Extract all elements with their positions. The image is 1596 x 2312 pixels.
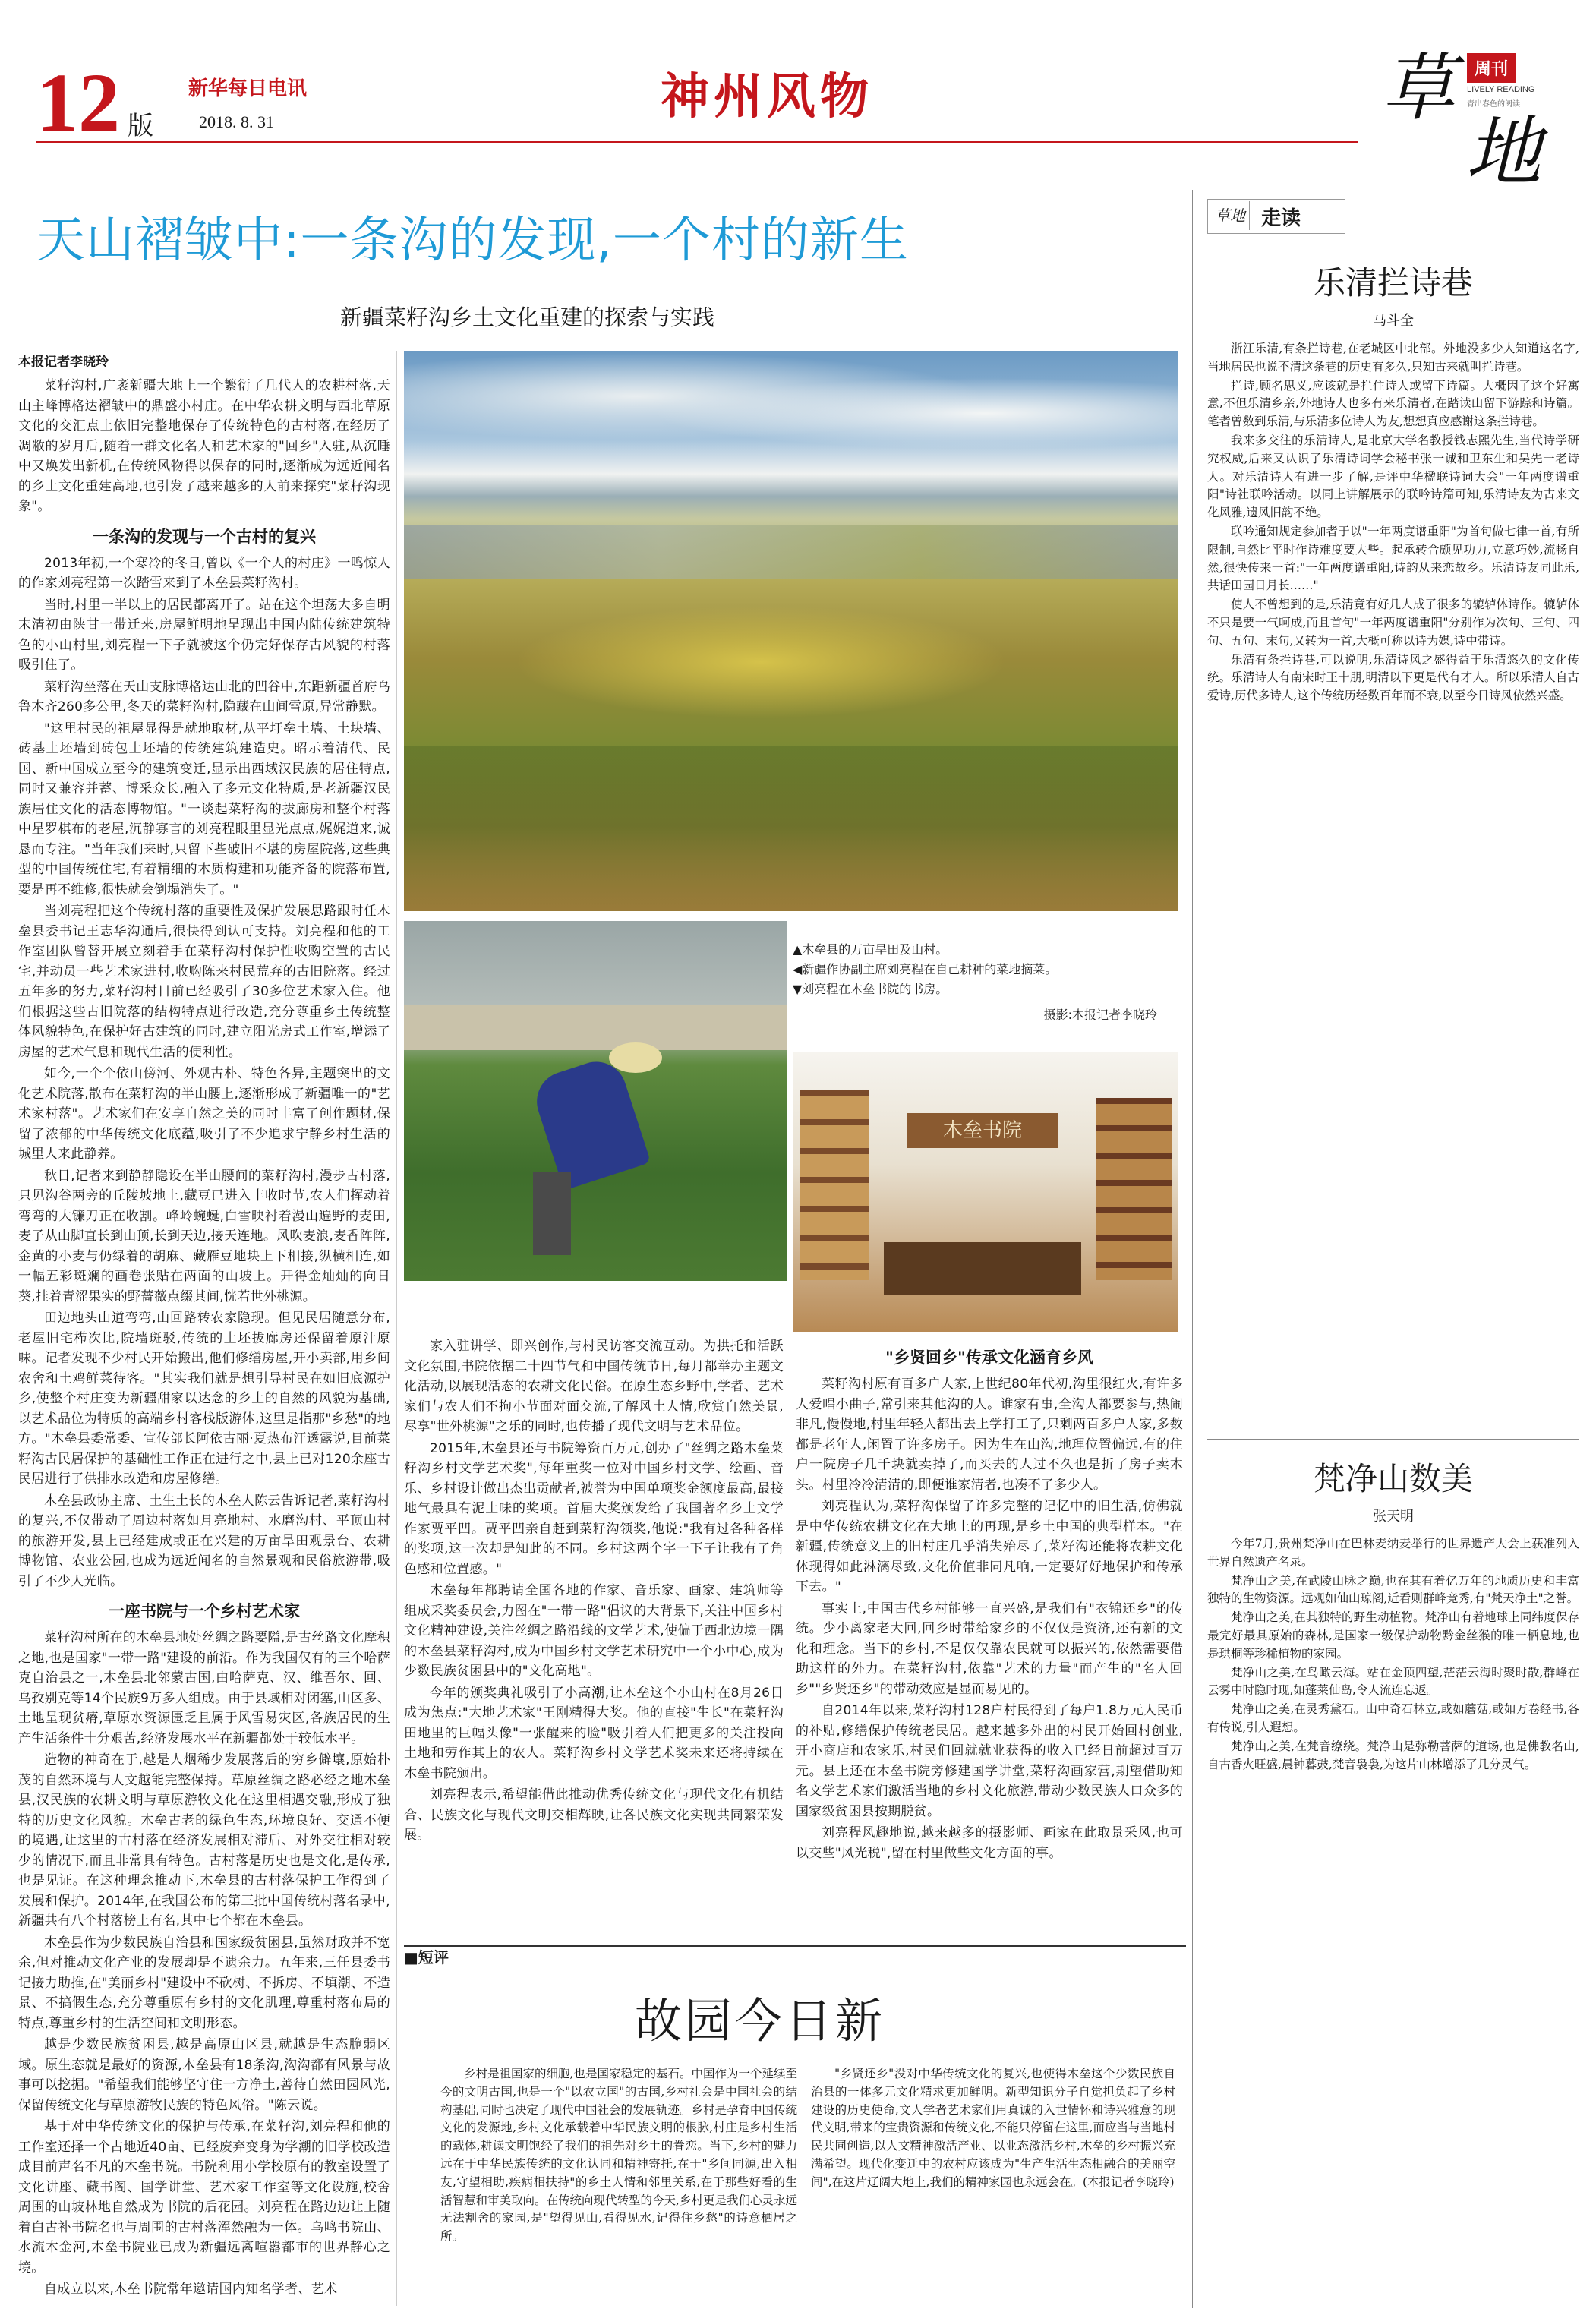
- paragraph: 梵净山之美,在其独特的野生动植物。梵净山有着地球上同纬度保存最完好最具原始的森林,是国家一级保护动物黔金丝猴的唯一栖息地,也是珙桐等珍稀植物的家园。: [1207, 1610, 1579, 1661]
- paragraph: 我来多交往的乐清诗人,是北京大学名教授钱志熙先生,当代诗学研究权威,后来又认识了乐清诗词学会秘书张一诚和卫东生和吴先一老诗人。对乐清诗人有进一步了解,是评中华楹联诗词大会"一年两度谱重阳"诗社联吟活动。以同上讲解展示的联吟诗篇可知,乐清诗友为古来文化风雅,遗风旧韵不绝。: [1207, 433, 1579, 520]
- brand-tag: 青出春色的阅读: [1467, 100, 1520, 109]
- article-headline: 天山褶皱中:一条沟的发现,一个村的新生: [36, 213, 909, 269]
- caption-line: ▲木垒县的万亩旱田及山村。: [793, 942, 948, 957]
- short-review-right: [811, 2065, 1175, 2305]
- masthead-rule: [36, 141, 1358, 143]
- sidebar-article-author: 马斗全: [1373, 313, 1414, 329]
- paragraph: 越是少数民族贫困县,越是高原山区县,就越是生态脆弱区域。原生态就是最好的资源,木垒县有18条沟,沟沟都有风景与故事可以挖掘。"希望我们能够坚守住一方净土,善待自然田园风光,保留传统文化与草原游牧民族的特色风俗。"陈云说。: [18, 2037, 390, 2113]
- section-heading: "乡贤回乡"传承文化涵育乡风: [885, 1348, 1093, 1367]
- paragraph: 刘亮程认为,菜籽沟保留了许多完整的记忆中的旧生活,仿佛就是中华传统农耕文化在大地上的再现,是乡土中国的典型样本。"在新疆,传统意义上的旧村庄几乎消失殆尽了,菜籽沟还能将农耕文化体现得如此淋漓尽致,文化价值非同凡响,一定要好好地保护和传承下去。": [796, 1499, 1183, 1594]
- paragraph: "乡贤还乡"没对中华传统文化的复兴,也使得木垒这个少数民族自治县的一体多元文化精求更加鲜明。新型知识分子自觉担负起了乡村建设的历史使命,文人学者艺术家们用真诚的入世情怀和诗兴雅意的现代文明,带来的宝贵资源和传统文化,不能只停留在这里,而应当与当地村民共同创造,以人文精神激活产业、以业态激活乡村,木垒的乡村振兴充满希望。现代化变迁中的农村应该成为"生产生活生态相融合的美丽空间",在这片辽阔大地上,我们的精神家园也永远会在。(本报记者李晓玲): [811, 2067, 1175, 2189]
- sidebar-article-title: 乐清拦诗巷: [1313, 264, 1473, 301]
- paragraph: "这里村民的祖屋显得是就地取材,从平圩垒土墙、土块墙、砖基土坯墙到砖包土坯墙的传统建筑建造史。昭示着清代、民国、新中国成立至今的建筑变迁,显示出西域汉民族的居住特点,同时又兼容并蓄、博采众长,融入了多元文化特质,是老新疆汉民族居住文化的活态博物馆。"一谈起菜籽沟的拔廊房和整个村落中星罗棋布的老屋,沉静寡言的刘亮程眼里显光点点,娓娓道来,诚恳而专注。"当年我们来时,只留下些破旧不堪的房屋院落,这些典型的中国传统住宅,有着精细的木质构建和功能齐备的院落布置,要是再不维修,很快就会倒塌消失了。": [18, 721, 390, 897]
- paragraph: 事实上,中国古代乡村能够一直兴盛,是我们有"衣锦还乡"的传统。少小离家老大回,回乡时带给家乡的不仅仅是资济,还有新的文化和理念。当下的乡村,不是仅仅靠农民就可以振兴的,依然需要借助这样的外力。在菜籽沟村,依靠"艺术的力量"而产生的"名人回乡""乡贤还乡"的带动效应是显而易见的。: [796, 1601, 1183, 1697]
- brand-char-2: 地: [1465, 108, 1541, 197]
- paragraph: 乐清有条拦诗巷,可以说明,乐清诗风之盛得益于乐清悠久的文化传统。乐清诗人有南宋时王十朋,明清以下更是代有才人。所以乐清人自古爱诗,历代多诗人,这个传统历经数百年而不衰,以至今日诗风依然兴盛。: [1207, 652, 1579, 703]
- caption-line: ◀新疆作协副主席刘亮程在自己耕种的菜地摘菜。: [793, 962, 1058, 976]
- study-sign: 木垒书院: [907, 1113, 1058, 1148]
- page-suffix: 版: [128, 111, 153, 141]
- paragraph: 木垒县作为少数民族自治县和国家级贫困县,虽然财政并不宽余,但对推动文化产业的发展却是不遗余力。五年来,三任县委书记接力助推,在"美丽乡村"建设中不砍树、不拆房、不填潮、不造景、不搞假生态,充分尊重原有乡村的文化肌理,尊重村落布局的特点,尊重乡村的生活空间和文明形态。: [18, 1935, 390, 2031]
- paragraph: 菜籽沟村所在的木垒县地处丝绸之路要隘,是古丝路文化摩积之地,也是国家"一带一路"建设的前沿。作为我国仅有的三个哈萨克自治县之一,木垒县北邻蒙古国,由哈萨克、汉、维吾尔、回、乌孜别克等14个民族9万多人组成。由于县域相对闭塞,山区多、土地呈现贫瘠,草原水资源匮乏且属于风雪易灾区,各族居民的生产生活条件十分艰苦,经济发展水平在新疆都处于较低水平。: [18, 1630, 390, 1746]
- brand-char-1: 草: [1382, 46, 1455, 131]
- paragraph: 联吟通知规定参加者于以"一年两度谱重阳"为首句做七律一首,有所限制,自然比平时作诗难度要大些。起承转合颇见功力,立意巧妙,流畅自然,很快传来一首:"一年两度谱重阳,诗韵从来恋故乡。乐清诗友同此乐,共话田园日月长……": [1207, 524, 1579, 593]
- bookshelf-right: [1096, 1098, 1172, 1280]
- section-heading: 一条沟的发现与一个古村的复兴: [93, 527, 316, 546]
- paragraph: 梵净山之美,在梵音缭绕。梵净山是弥勒菩萨的道场,也是佛教名山,自古香火旺盛,晨钟暮鼓,梵音袅袅,为这片山林增添了几分灵气。: [1207, 1739, 1579, 1771]
- paragraph: 刘亮程表示,希望能借此推动优秀传统文化与现代文化有机结合、民族文化与现代文明交相辉映,让各民族文化实现共同繁荣发展。: [404, 1787, 784, 1843]
- brand-logo: [1374, 30, 1572, 197]
- desk: [884, 1242, 1081, 1295]
- paragraph: 基于对中华传统文化的保护与传承,在菜籽沟,刘亮程和他的工作室还择一个占地近40亩、已经废弃变身为学潮的旧学校改造成目前声名不凡的木垒书院。书院利用小学校原有的教室设置了文化讲座、藏书阁、国学讲堂、艺术家工作室等文化设施,校舍周围的山坡林地自然成为书院的后花园。刘亮程在路边边让上随着白古补书院名也与周围的古村落浑然融为一体。乌鸣书院山、水流木金河,木垒书院业已成为新疆远离喧嚣都市的世界静心之境。: [18, 2119, 390, 2276]
- paragraph: 当时,村里一半以上的居民都离开了。站在这个坦荡大多自明末清初由陕甘一带迁来,房屋鲜明地呈现出中国内陆传统建筑特色的小山村里,刘亮程一下子就被这个仍完好保存古风貌的村落吸引住了。: [18, 597, 390, 673]
- sidebar-divider: [1192, 190, 1193, 2308]
- paragraph: 如今,一个个依山傍河、外观古朴、特色各异,主题突出的文化艺术院落,散布在菜籽沟的半山腰上,逐渐形成了新疆唯一的"艺术家村落"。艺术家们在安享自然之美的同时丰富了创作题材,保留了浓郁的中华传统文化底蕴,吸引了不少追求宁静乡村生活的城里人来此静养。: [18, 1066, 390, 1162]
- study-photo: [793, 1052, 1178, 1332]
- paragraph: 木垒县政协主席、土生土长的木垒人陈云告诉记者,菜籽沟村的复兴,不仅带动了周边村落如月亮地村、水磨沟村、平顶山村的旅游开发,县上已经建成或正在兴建的万亩旱田观景台、农耕博物馆、农业公园,也成为远近闻名的自然景观和民俗旅游带,吸引了不少人光临。: [18, 1493, 390, 1589]
- section-title: 神州风物: [661, 68, 873, 125]
- foreground-field: [404, 746, 1178, 911]
- paragraph: 使人不曾想到的是,乐清竟有好几人成了很多的辘轳体诗作。辘轳体不只是要一气呵成,而且首句"一年两度谱重阳"分别作为次句、三句、四句、五句、末句,又转为一首,大概可称以诗为媒,诗中带诗。: [1207, 598, 1579, 648]
- paragraph: 2015年,木垒县还与书院筹资百万元,创办了"丝绸之路木垒菜籽沟乡村文学艺术奖",每年重奖一位对中国乡村文学、绘画、音乐、乡村设计做出杰出贡献者,被誉为中国单项奖金额度最高,最接地气最具有泥土味的奖项。首届大奖颁发给了我国著名乡土文学作家贾平凹。贾平凹亲自赶到菜籽沟领奖,他说:"我有过各种各样的奖项,这一次却是知此的不同。乡村这两个字一下子让我有了角色感和位置感。": [404, 1440, 784, 1577]
- sidebar-article-divider: [1207, 1439, 1579, 1440]
- sidebar-article-1-body: [1207, 340, 1579, 1411]
- farmer-legs: [533, 1172, 571, 1255]
- brand-badge: 周刊: [1467, 53, 1516, 83]
- paragraph: 菜籽沟村原有百多户人家,上世纪80年代初,沟里很红火,有许多人爱唱小曲子,常引来其他沟的人。谁家有事,全沟人都要参与,热闹非凡,慢慢地,村里年轻人都出去上学打工了,只剩两百多户人家,多数都是老年人,闲置了许多房子。因为生在山沟,地理位置偏远,有的住户一院房子几千块就卖掉了,而买去的人过不久也是折了房子卖木头。村里冷冷清清的,即便谁家清者,也凑不了多少人。: [796, 1377, 1183, 1493]
- bookshelf-left: [800, 1090, 869, 1280]
- article-column-1: [18, 351, 390, 2306]
- paragraph: 梵净山之美,在鸟瞰云海。站在金顶四望,茫茫云海时聚时散,群峰在云雾中时隐时现,如蓬莱仙岛,令人流连忘返。: [1207, 1665, 1579, 1698]
- paragraph: 菜籽沟坐落在天山支脉博格达山北的凹谷中,东距新疆首府乌鲁木齐260多公里,冬天的菜籽沟村,隐藏在山间雪原,异常静默。: [18, 679, 390, 714]
- brand-en: LIVELY READING: [1467, 85, 1535, 94]
- sidebar-article-2-body: [1207, 1535, 1579, 2302]
- paragraph: 当刘亮程把这个传统村落的重要性及保护发展思路跟时任木垒县委书记王志华沟通后,很快得到认可支持。刘亮程和他的工作室团队曾替开展立刻着手在菜籽沟村保护性收购空置的古民宅,并动员一些艺术家进村,收购陈来村民荒弃的古旧院落。经过五年多的努力,菜籽沟村目前已经吸引了30多位艺术家入住。他们根据这些古旧院落的结构特点进行改造,充分尊重乡土传统整体风貌特色,在保护好古建筑的同时,建立阳光房式工作室,增添了房屋的艺术气息和现代生活的便利性。: [18, 904, 390, 1060]
- paragraph: 自成立以来,木垒书院常年邀请国内知名学者、艺术: [44, 2282, 338, 2297]
- paragraph: 造物的神奇在于,越是人烟稀少发展落后的穷乡僻壤,原始朴茂的自然环境与人文越能完整保持。草原丝绸之路必经之地木垒县,汉民族的农耕文明与草原游牧文化在这里相遇交融,形成了独特的历史文化风貌。木垒古老的绿色生态,环境良好、交通不便的境遇,让这里的古村落在经济发展相对滞后、对外交往相对较少的情况下,而且非常具有特色。古村落是历史也是文化,是传承,也是见证。在这种理念推动下,木垒县的古村落保护工作得到了发展和保护。2014年,在我国公布的第三批中国传统村落名录中,新疆共有八个村落榜上有名,其中七个都在木垒县。: [18, 1752, 390, 1929]
- sidebar-brand: 草地: [1211, 201, 1250, 230]
- paragraph: 秋日,记者来到静静隐设在半山腰间的菜籽沟村,漫步古村落,只见沟谷两旁的丘陵坡地上,藏豆已进入丰收时节,农人们挥动着弯弯的大镰刀正在收割。峰岭蜿蜒,白雪映衬着漫山遍野的麦田,麦子从山脚直长到山顶,长到天边,接天连地。风吹麦浪,麦香阵阵,金黄的小麦与仍绿着的胡麻、藏雁豆地块上下相接,纵横相连,如一幅五彩斑斓的画卷张贴在两面的山坡上。开得金灿灿的向日葵,挂着青涩果实的野薔薇点缀其间,恍若世外桃源。: [18, 1168, 390, 1304]
- paragraph: 田边地头山道弯弯,山回路转农家隐现。但见民居随意分布,老屋旧宅栉次比,院墙斑驳,传统的土坯拔廊房还保留着原汁原味。记者发现不少村民开始搬出,他们修缮房屋,开小卖部,用乡间农舍和土鸡鲜菜待客。"其实我们就是想引导村民在如旧底源护乡,使整个村庄变为新疆甜家以达念的乡土的自然的风貌为基础,以艺术品位为特质的高端乡村客栈版游体,这里是指那"乡愁"的地方。"木垒县委常委、宣传部长阿依古丽·夏热布汗透露说,目前菜籽沟古民居保护的基础性工作正在进行之中,县上已对120余座古民居进行了供排水改造和房屋修缮。: [18, 1311, 390, 1487]
- garden-photo: [404, 921, 787, 1281]
- sidebar-tag: 走读: [1261, 207, 1301, 230]
- clouds: [404, 351, 1178, 465]
- landscape-photo: [404, 351, 1178, 911]
- farmer-hat: [609, 1042, 662, 1073]
- paragraph: 木垒每年都聘请全国各地的作家、音乐家、画家、建筑师等组成采奖委员会,力图在"一带一路"倡议的大背景下,关注中国乡村文化精神建设,关注丝绸之路沿线的文学艺术,使偏于西北边境一隅的木垒县菜籽沟村,成为中国乡村文学艺术研究中一个小中心,成为少数民族贫困县中的"文化高地"。: [404, 1583, 784, 1679]
- distant-hills: [404, 525, 1178, 579]
- article-subtitle: 新疆菜籽沟乡土文化重建的探索与实践: [340, 304, 715, 330]
- short-review-title: 故园今日新: [635, 1993, 886, 2049]
- sidebar-article-author: 张天明: [1373, 1509, 1414, 1525]
- section-heading: 一座书院与一个乡村艺术家: [109, 1602, 300, 1620]
- garden-wall: [404, 1005, 787, 1050]
- paragraph: 今年的颁奖典礼吸引了小高潮,让木垒这个小山村在8月26日成为焦点:"大地艺术家"王刚精得大奖。他的直接"生长"在菜籽沟田地里的巨幅头像"一张醒来的脸"吸引着人们把更多的关注投向土地和劳作其上的农人。菜籽沟乡村文学艺术奖未来还将持续在木垒书院颁出。: [404, 1685, 784, 1781]
- photo-credit: 摄影:本报记者李晓玲: [1043, 1008, 1157, 1022]
- paragraph: 菜籽沟村,广袤新疆大地上一个繁衍了几代人的农耕村落,天山主峰博格达褶皱中的鼎盛小村庄。在中华农耕文明与西北草原文化的交汇点上依旧完整地保存了传统特色的古村落,在经历了凋敝的岁月后,随着一群文化名人和艺术家的"回乡"入驻,从沉睡中又焕发出新机,在传统风物得以保存的同时,逐渐成为远近闻名的乡土文化重建高地,也引发了越来越多的人前来探究"菜籽沟现象"。: [18, 378, 390, 514]
- paper-name: 新华每日电讯: [188, 77, 308, 100]
- sidebar-article-title: 梵净山数美: [1313, 1460, 1473, 1497]
- paragraph: 今年7月,贵州梵净山在巴林麦纳麦举行的世界遗产大会上获准列入世界自然遗产名录。: [1207, 1537, 1579, 1569]
- sidebar-tag-box: [1207, 199, 1345, 234]
- article-column-2: [404, 1336, 784, 1936]
- paragraph: 拦诗,顾名思义,应该就是拦住诗人或留下诗篇。大概因了这个好寓意,不但乐清乡亲,外地诗人也多有来乐清者,在踏读山留下游踪和诗篇。笔者曾数到乐清,与乐清多位诗人为友,想想真应感谢这条拦诗巷。: [1207, 378, 1579, 429]
- paragraph: 2013年初,一个寒冷的冬日,曾以《一个人的村庄》一鸣惊人的作家刘亮程第一次踏雪来到了木垒县菜籽沟村。: [18, 555, 390, 591]
- issue-date: 2018. 8. 31: [199, 112, 274, 131]
- farmer-figure: [529, 1054, 651, 1191]
- byline: 本报记者李晓玲: [18, 355, 109, 370]
- rapeseed-field: [495, 601, 1027, 723]
- paragraph: 梵净山之美,在武陵山脉之巅,也在其有着亿万年的地质历史和丰富独特的生物资源。远观如仙山琼阁,近看则群峰竞秀,有"梵天净土"之誉。: [1207, 1573, 1579, 1606]
- short-review-left: [440, 2065, 797, 2305]
- short-review-label: ■短评: [404, 1948, 449, 1967]
- paragraph: 刘亮程风趣地说,越来越多的摄影师、画家在此取景采风,也可以交些"风光税",留在村里做些文化方面的事。: [796, 1825, 1183, 1861]
- short-review-rule: [404, 1945, 1186, 1947]
- photo-captions: [793, 940, 1188, 1025]
- column-divider: [396, 351, 397, 2306]
- paragraph: 乡村是祖国家的细胞,也是国家稳定的基石。中国作为一个延续至今的文明古国,也是一个"以农立国"的古国,乡村社会是中国社会的结构基础,同时也决定了现代中国社会的发展轨迹。乡村是孕育中国传统文化的发源地,乡村文化承载着中华民族文明的根脉,村庄是乡村生活的载体,耕读文明饱经了我们的祖先对乡土的眷恋。当下,乡村的魅力远在于中华民族传统的文化认同和精神寄托,在于"乡间同源,出入相友,守望相助,疾病相扶持"的乡土人情和邻里关系,在于那些好看的生活智慧和审美取向。在传统向现代转型的今天,乡村更是我们心灵永远无法割舍的家园,是"望得见山,看得见水,记得住乡愁"的诗意栖居之所。: [440, 2067, 797, 2244]
- paragraph: 家入驻讲学、即兴创作,与村民访客交流互动。为拱托和活跃文化氛围,书院依据二十四节气和中国传统节日,每月都举办主题文化活动,以展现活态的农耕文化民俗。在原生态乡野中,学者、艺术家们与农人们不拘小节面对面交流,了解风土人情,欣赏自然美景,尽享"世外桃源"之乐的同时,也传播了现代文明与艺术品位。: [404, 1339, 784, 1434]
- article-column-3: [796, 1345, 1183, 1938]
- page-number: 12: [36, 56, 120, 149]
- paragraph: 自2014年以来,菜籽沟村128户村民得到了每户1.8万元人民币的补贴,修缮保护传统老民居。越来越多外出的村民开始回村创业,开小商店和农家乐,村民们回就就业获得的收入已经日前超过百万元。县上还在木垒书院旁修建国学讲堂,菜籽沟画家营,期望借助知名文学艺术家们激活当地的乡村文化旅游,带动少数民族人口众多的国家级贫困县按期脱贫。: [796, 1703, 1183, 1819]
- paragraph: 梵净山之美,在灵秀黛石。山中奇石林立,或如蘑菇,或如万卷经书,各有传说,引人遐想。: [1207, 1702, 1579, 1734]
- caption-line: ▼刘亮程在木垒书院的书房。: [793, 982, 948, 996]
- paragraph: 浙江乐清,有条拦诗巷,在老城区中北部。外地没多少人知道这名字,当地居民也说不清这条巷的历史有多久,只知古来就叫拦诗巷。: [1207, 342, 1579, 374]
